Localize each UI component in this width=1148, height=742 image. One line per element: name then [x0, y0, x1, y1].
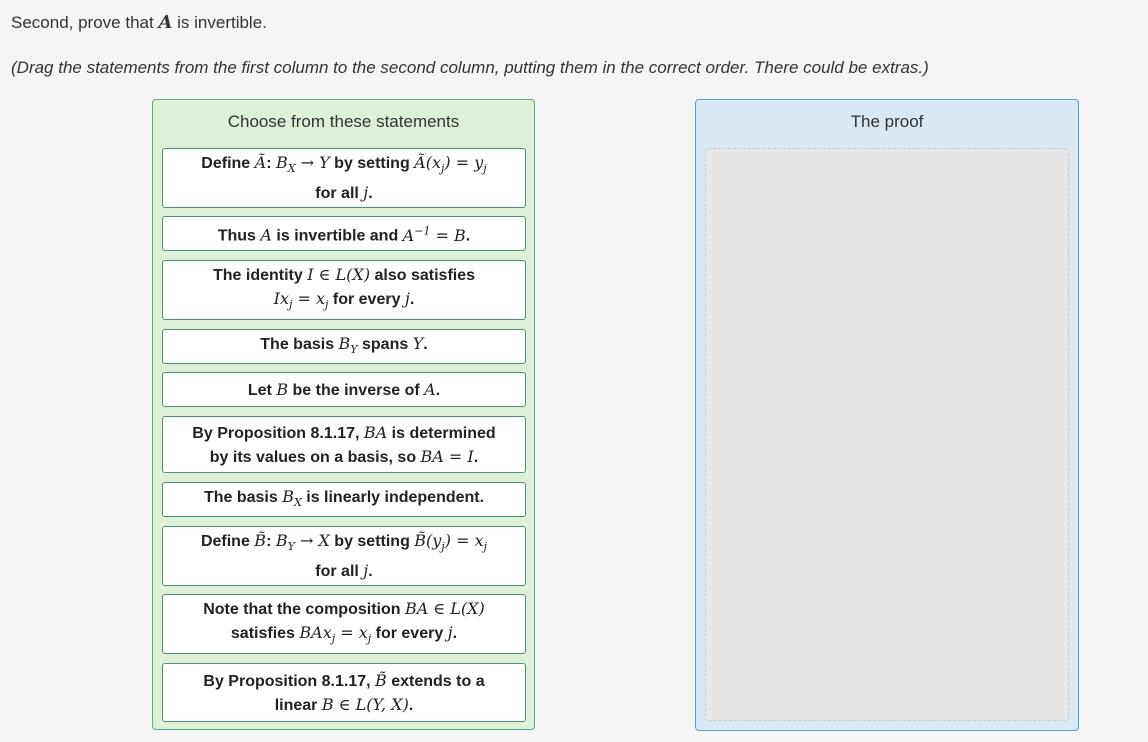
statement-card[interactable] [162, 663, 526, 722]
proof-drop-zone[interactable] [705, 148, 1069, 721]
statement-card[interactable] [162, 594, 526, 654]
prompt-math: A [158, 12, 173, 33]
prompt-lead: Second, prove that [11, 13, 159, 32]
statement-text: By Proposition 8.1.17, BA is determined by its values on a basis, so BA = I. [192, 422, 496, 466]
statement-card[interactable] [162, 329, 526, 364]
statement-text: Note that the composition BA ∈ L(X) satisfies $BAx_j = x_j$ for every j. [203, 599, 485, 646]
statement-card[interactable] [162, 526, 526, 586]
statement-text: Let B be the inverse of A. [247, 379, 441, 399]
question-prompt [11, 12, 267, 33]
statement-text: The basis $B_X$ is linearly independent. [203, 486, 485, 510]
statement-card[interactable] [162, 216, 526, 251]
statement-card[interactable] [162, 260, 526, 320]
statement-text: Define Ã: $B_X \to Y$ by setting $Ã(x_j) = y_j$ for all j. [201, 153, 487, 202]
statement-text: Define B̃: $B_Y \to X$ by setting $B̃(y_j) = x_j$ for all j. [200, 531, 488, 580]
statement-card[interactable] [162, 372, 526, 407]
statement-text: By Proposition 8.1.17, B̃ extends to a linear B ∈ L(Y, X). [203, 670, 485, 714]
statement-card[interactable] [162, 416, 526, 473]
statement-text: The basis $B_Y$ spans Y. [260, 333, 428, 357]
statements-source-column[interactable] [152, 99, 535, 730]
statement-text: Thus A is invertible and $A^{-1} = B$. [217, 224, 471, 245]
statement-card[interactable] [162, 148, 526, 208]
prompt-trail: is invertible. [172, 13, 267, 32]
drag-instructions: (Drag the statements from the first column to the second column, putting them in the correct order. There could be extras.) [11, 58, 929, 77]
statement-text: The identity I ∈ L(X) also satisfies $Ix_j = x_j$ for every j. [212, 265, 476, 312]
target-column-heading: The proof [850, 112, 924, 131]
statement-card[interactable] [162, 482, 526, 517]
source-column-heading: Choose from these statements [227, 112, 460, 131]
proof-target-column[interactable] [695, 99, 1079, 731]
